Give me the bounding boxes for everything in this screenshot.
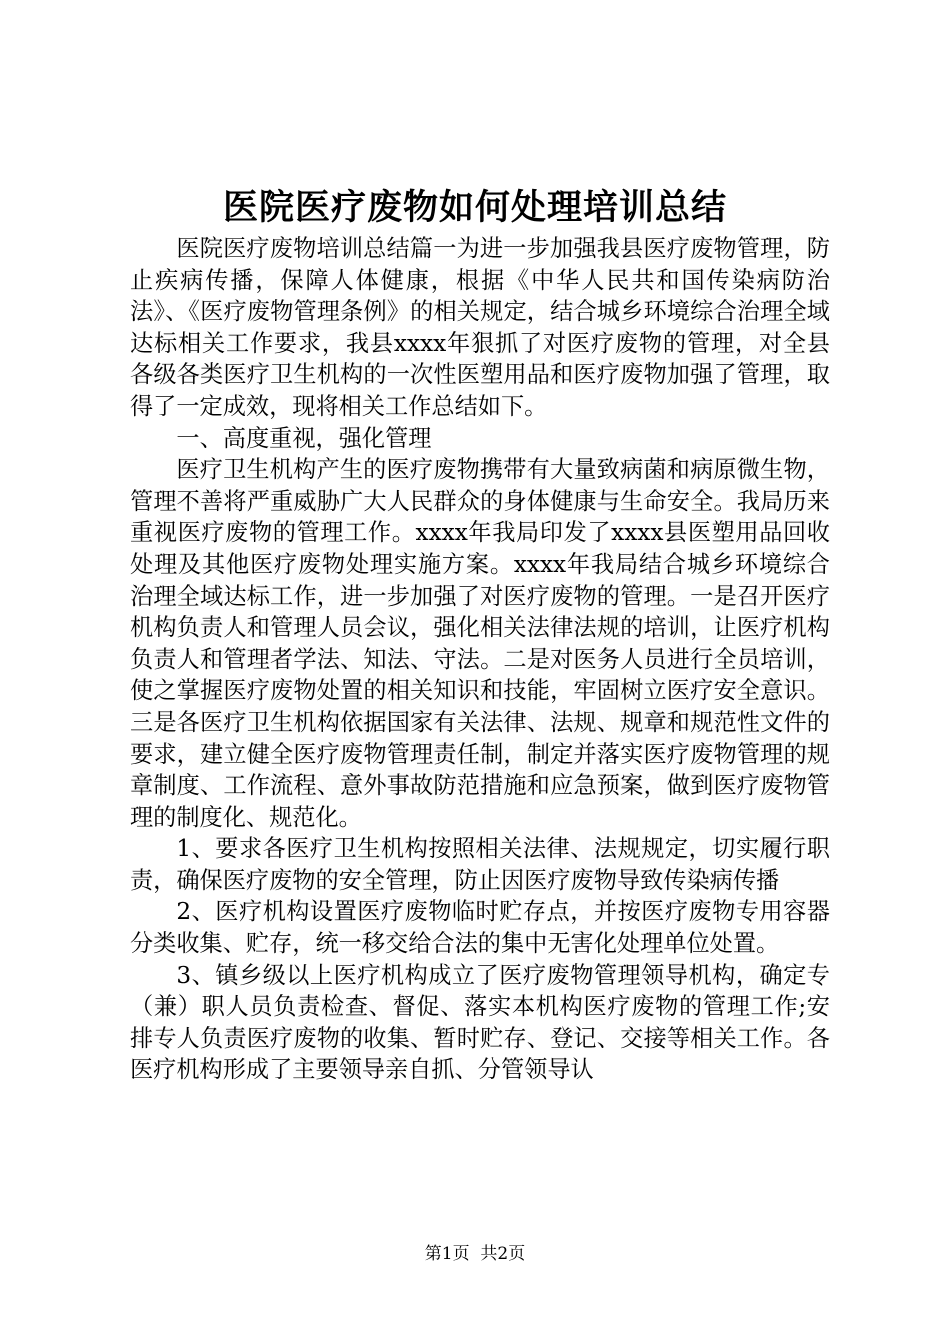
document-body (130, 233, 830, 1086)
document-title: 医院医疗废物如何处理培训总结 (222, 187, 727, 228)
list-item-3: 3、镇乡级以上医疗机构成立了医疗废物管理领导机构，确定专（兼）职人员负责检查、督促、落实本机构医疗废物的管理工作;安排专人负责医疗废物的收集、暂时贮存、登记、交接等相关工作。各医疗机构形成了主要领导亲自抓、分管领导认 (130, 961, 830, 1084)
list-item-1: 1、要求各医疗卫生机构按照相关法律、法规规定，切实履行职责，确保医疗废物的安全管理，防止因医疗废物导致传染病传播 (130, 835, 830, 894)
section-heading-1: 一、高度重视，强化管理 (176, 424, 432, 452)
intro-paragraph: 医院医疗废物培训总结篇一为进一步加强我县医疗废物管理，防止疾病传播，保障人体健康，根据《中华人民共和国传染病防治法》、《医疗废物管理条例》的相关规定，结合城乡环境综合治理全域达标相关工作要求，我县xxxx年狠抓了对医疗废物的管理，对全县各级各类医疗卫生机构的一次性医塑用品和医疗废物加强了管理，取得了一定成效，现将相关工作总结如下。 (130, 235, 830, 420)
list-item-2: 2、医疗机构设置医疗废物临时贮存点，并按医疗废物专用容器分类收集、贮存，统一移交给合法的集中无害化处理单位处置。 (130, 898, 830, 958)
page-footer (0, 1242, 950, 1266)
section-paragraph: 医疗卫生机构产生的医疗废物携带有大量致病菌和病原微生物，管理不善将严重威胁广大人民群众的身体健康与生命安全。我局历来重视医疗废物的管理工作。xxxx年我局印发了xxxx县医塑用品回收处理及其他医疗废物处理实施方案。xxxx年我局结合城乡环境综合治理全域达标工作，进一步加强了对医疗废物的管理。一是召开医疗机构负责人和管理人员会议，强化相关法律法规的培训，让医疗机构负责人和管理者学法、知法、守法。二是对医务人员进行全员培训，使之掌握医疗废物处置的相关知识和技能，牢固树立医疗安全意识。三是各医疗卫生机构依据国家有关法律、法规、规章和规范性文件的要求，建立健全医疗废物管理责任制，制定并落实医疗废物管理的规章制度、工作流程、意外事故防范措施和应急预案，做到医疗废物管理的制度化、规范化。 (130, 456, 830, 831)
page-number: 第1页 共2页 (424, 1244, 526, 1264)
